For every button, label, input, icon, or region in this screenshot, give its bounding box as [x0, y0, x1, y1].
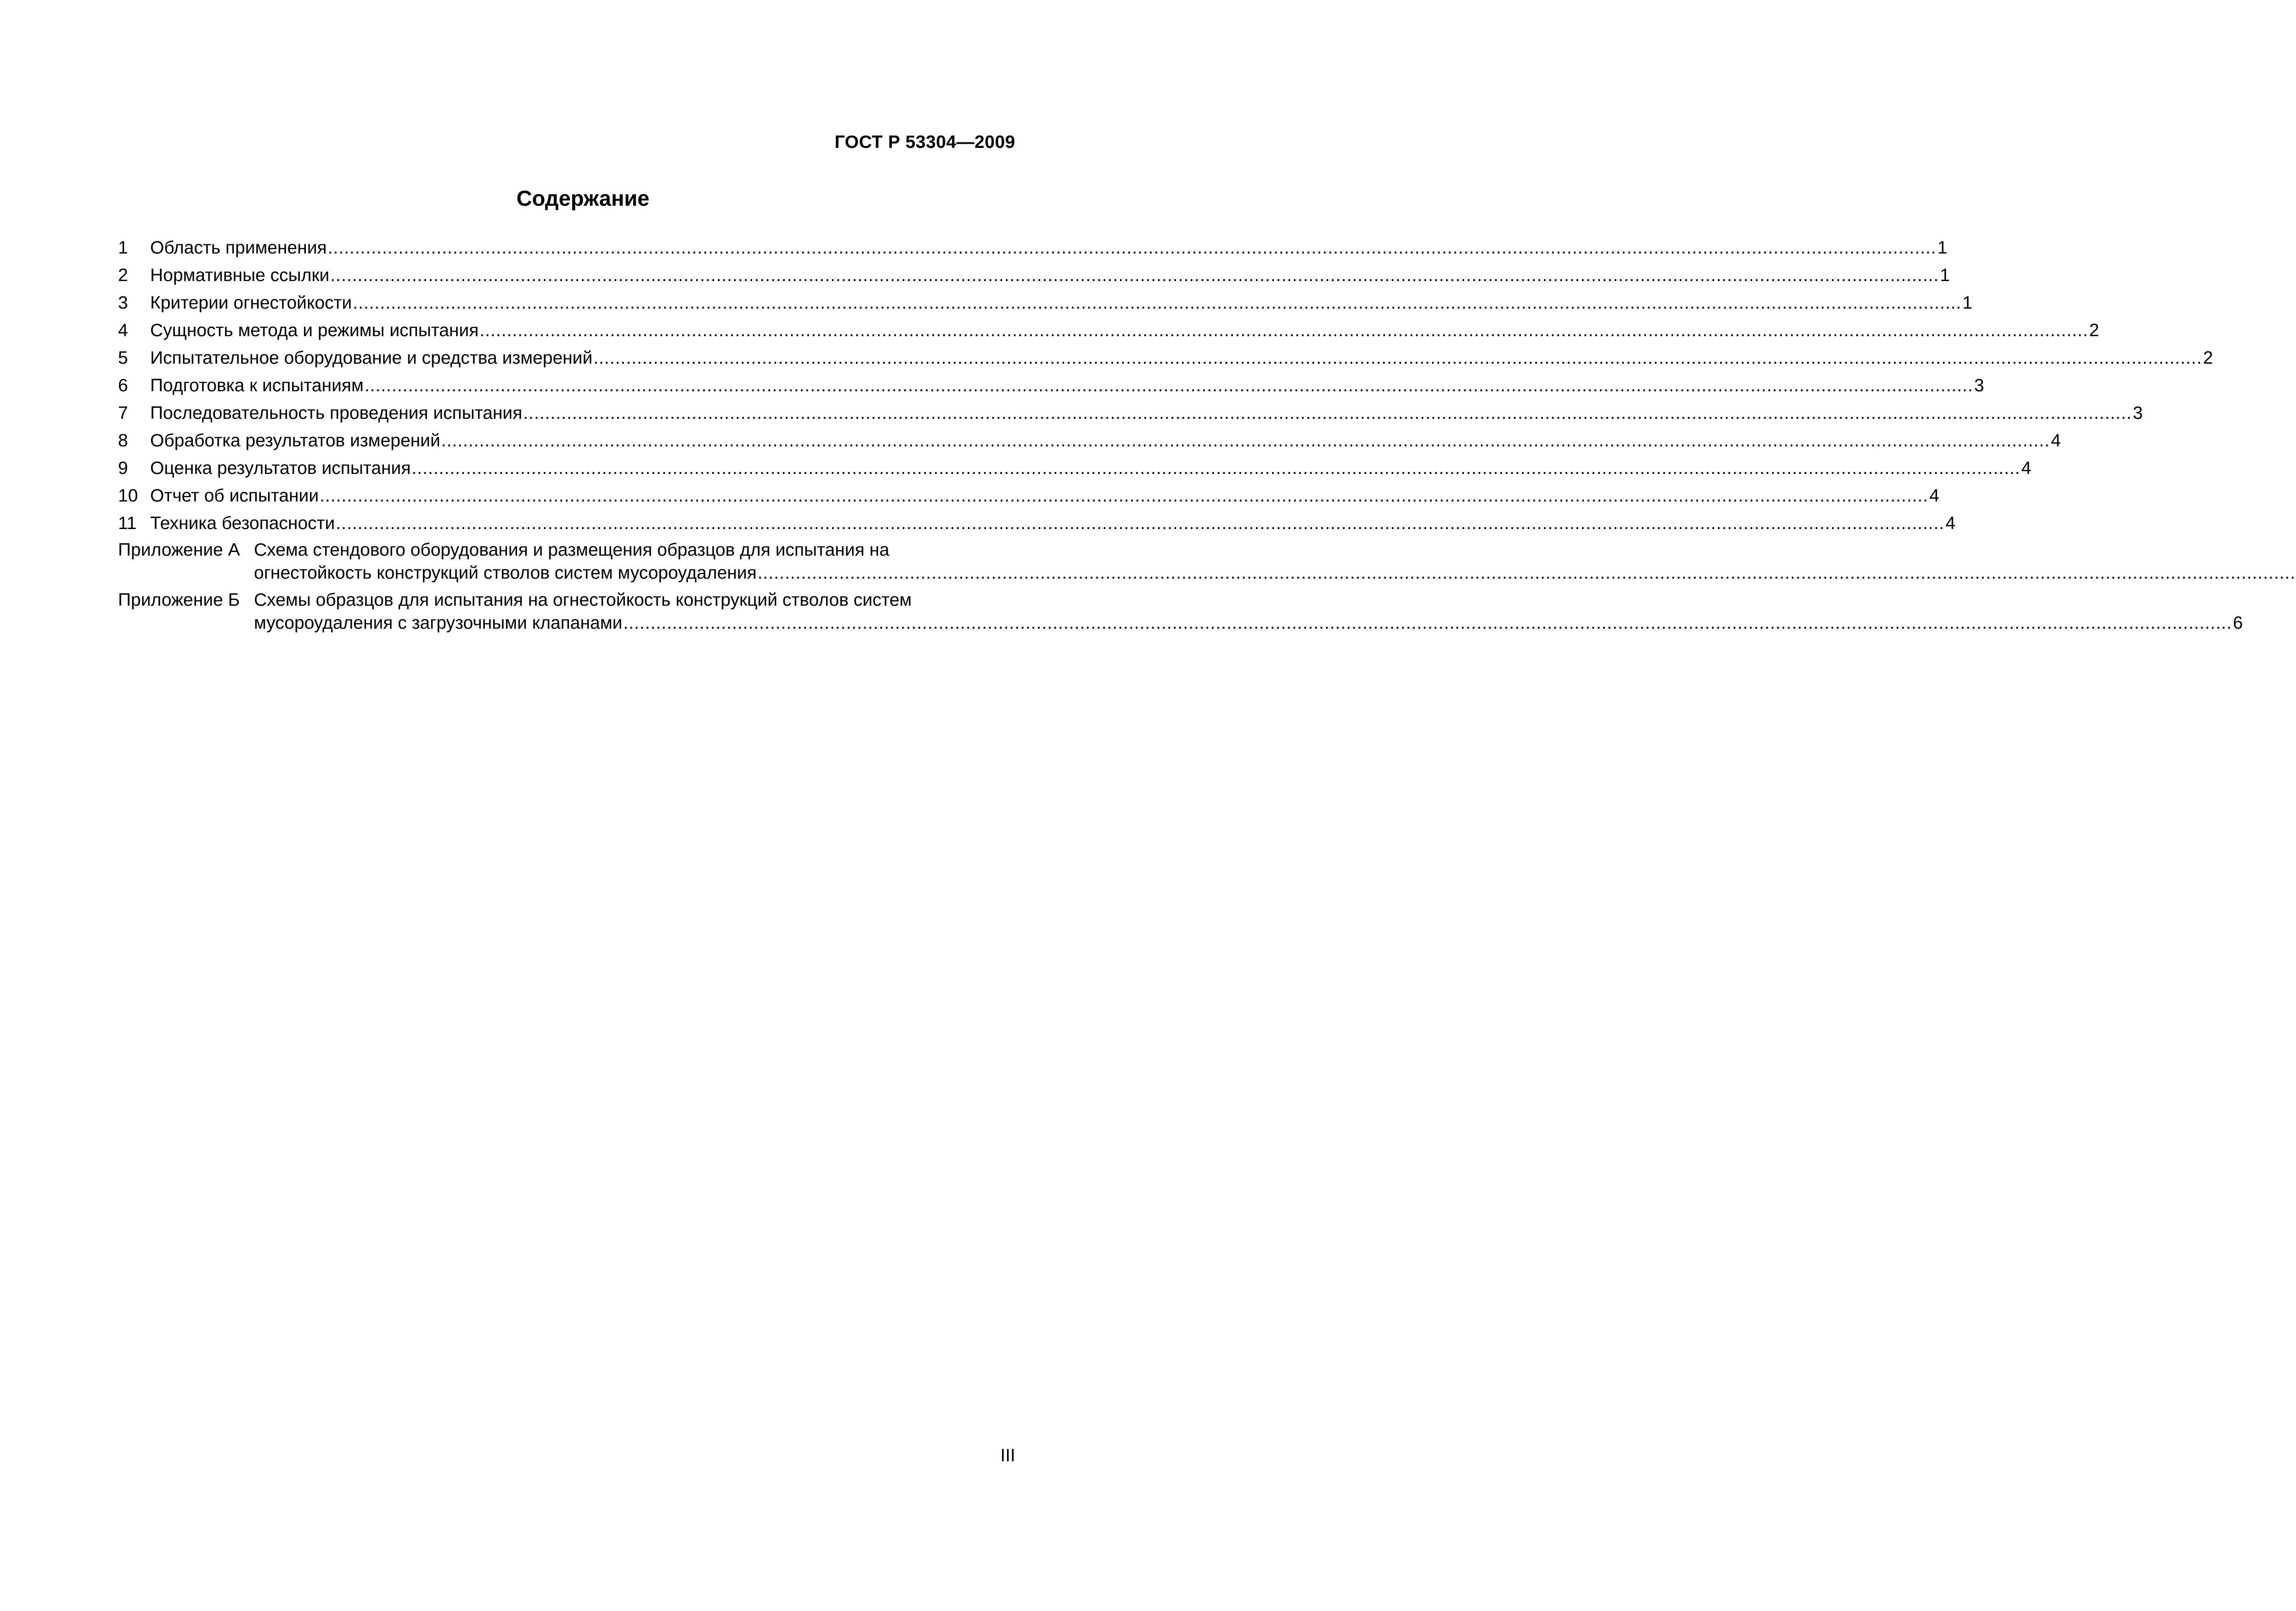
toc-dot-leader — [441, 427, 2050, 455]
toc-entry[interactable] — [118, 372, 1984, 400]
toc-entry-label: Критерии огнестойкости — [150, 293, 352, 313]
toc-title: Содержание — [516, 186, 650, 210]
toc-entry-page: 4 — [2021, 458, 2032, 478]
toc-entry-page: 4 — [1929, 486, 1940, 506]
toc-entry-label: Сущность метода и режимы испытания — [150, 321, 479, 340]
toc-entry-number: 8 — [118, 431, 128, 451]
toc-entry[interactable] — [118, 262, 1950, 289]
toc-dot-leader — [623, 612, 2232, 635]
toc-entry-label: Подготовка к испытаниям — [150, 376, 364, 395]
toc-entry-number: 3 — [118, 293, 128, 313]
toc-entry[interactable] — [118, 289, 1973, 317]
toc-entry-page: 1 — [1937, 238, 1947, 258]
toc-entry-page: 3 — [1974, 376, 1984, 395]
toc-entry-number: 9 — [118, 458, 128, 478]
toc-entry[interactable] — [118, 482, 1940, 510]
toc-entry-number: 2 — [118, 265, 128, 285]
page-number: III — [1000, 1446, 1015, 1465]
toc-entry-number: 10 — [118, 486, 138, 506]
toc-dot-leader — [330, 262, 1939, 289]
toc-dot-leader — [320, 482, 1928, 510]
toc-dot-leader — [353, 289, 1961, 317]
annex-title-line1: Схема стендового оборудования и размещения образцов для испытания на — [254, 540, 889, 560]
toc-entry-label: Обработка результатов измерений — [150, 431, 440, 451]
toc-entry-page: 2 — [2089, 321, 2099, 340]
annex-body — [254, 539, 2296, 585]
toc-entry-page: 2 — [2203, 348, 2213, 368]
annex-title-line2-row — [254, 612, 2243, 635]
toc-dot-leader — [758, 562, 2296, 585]
toc-entry-label: Техника безопасности — [150, 513, 335, 533]
toc-entry-page: 3 — [2133, 403, 2143, 423]
toc-entry[interactable] — [118, 455, 2032, 482]
toc-entry-page: 4 — [1945, 513, 1956, 533]
toc-entry-label: Отчет об испытании — [150, 486, 319, 506]
toc-entry-label: Область применения — [150, 238, 327, 258]
table-of-contents — [118, 234, 2243, 639]
toc-dot-leader — [479, 317, 2088, 344]
toc-entry-number: 7 — [118, 403, 128, 423]
annex-prefix: Приложение А — [118, 540, 240, 560]
annex-prefix: Приложение Б — [118, 590, 240, 610]
annex-title-line2: мусороудаления с загрузочными клапанами — [254, 613, 623, 633]
toc-entry-page: 1 — [1940, 265, 1950, 285]
toc-dot-leader — [523, 400, 2132, 427]
toc-entry-label: Нормативные ссылки — [150, 265, 330, 285]
annex-title-line2-row — [254, 562, 2296, 585]
toc-entry-label: Последовательность проведения испытания — [150, 403, 523, 423]
toc-entry-number: 4 — [118, 321, 128, 340]
document-code: ГОСТ Р 53304—2009 — [834, 132, 1015, 152]
toc-dot-leader — [593, 344, 2202, 372]
toc-dot-leader — [336, 510, 1944, 537]
annex-title-line1: Схемы образцов для испытания на огнестойкость конструкций стволов систем — [254, 590, 912, 610]
toc-dot-leader — [365, 372, 1973, 400]
toc-entry-page: 6 — [2233, 613, 2243, 633]
toc-entry-label: Оценка результатов испытания — [150, 458, 411, 478]
toc-annex-entry[interactable] — [118, 589, 2243, 635]
toc-entry-number: 1 — [118, 238, 128, 258]
annex-title-line2: огнестойкость конструкций стволов систем мусороудаления — [254, 563, 757, 583]
annex-body — [254, 589, 2243, 635]
toc-dot-leader — [328, 234, 1936, 262]
toc-entry-number: 6 — [118, 376, 128, 395]
toc-entry[interactable] — [118, 317, 2099, 344]
toc-annex-entry[interactable] — [118, 539, 1015, 585]
toc-entry[interactable] — [118, 427, 2061, 455]
toc-entry[interactable] — [118, 400, 2143, 427]
toc-entry-number: 5 — [118, 348, 128, 368]
toc-entry[interactable] — [118, 234, 1947, 262]
toc-entry[interactable] — [118, 510, 1956, 537]
toc-entry-page: 4 — [2051, 431, 2061, 451]
toc-dot-leader — [411, 455, 2020, 482]
toc-entry-number: 11 — [118, 513, 137, 533]
toc-entry[interactable] — [118, 344, 2213, 372]
toc-entry-page: 1 — [1962, 293, 1973, 313]
toc-entry-label: Испытательное оборудование и средства измерений — [150, 348, 593, 368]
